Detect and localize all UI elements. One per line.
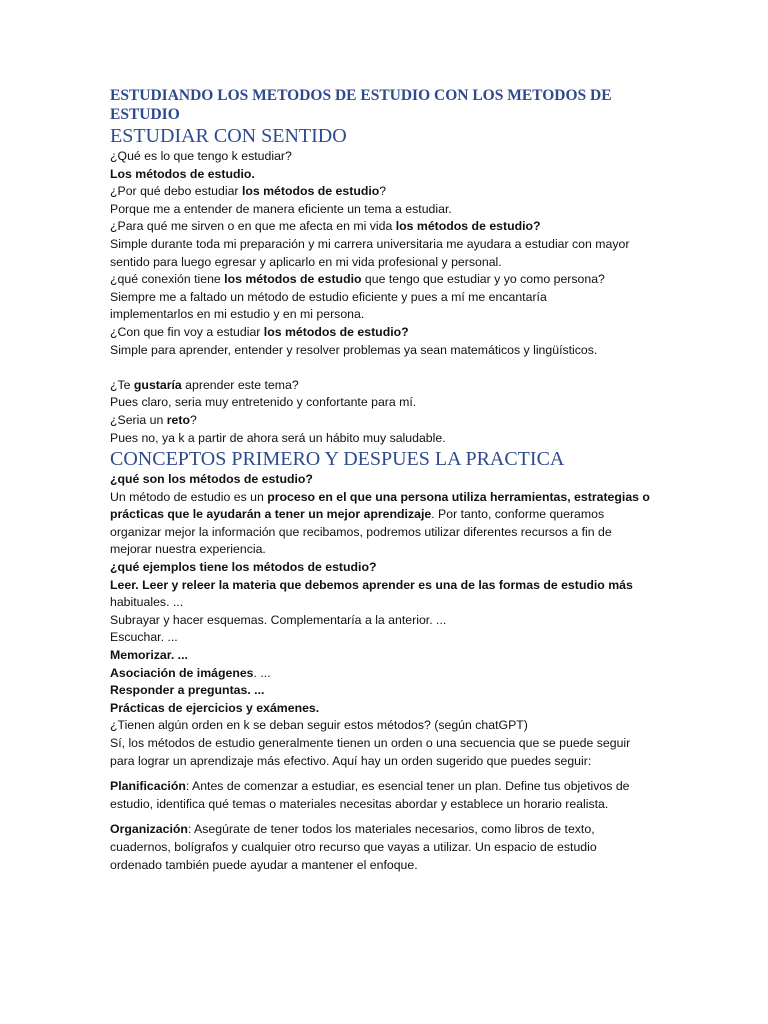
question-text: ? [189, 412, 197, 427]
answer: Los métodos de estudio. [110, 166, 255, 181]
step-text: : Antes de comenzar a estudiar, es esencial tener un plan. Define tus objetivos de [185, 779, 630, 794]
definition-line: organizar mejor la información que recibamos, podremos utilizar diferentes recursos a fin de [110, 524, 612, 539]
question-text: ¿Por qué debo estudiar [110, 184, 242, 199]
question-text: ¿Seria un [110, 412, 167, 427]
question-text: ¿qué conexión tiene [110, 272, 225, 287]
paragraph-spacing [110, 770, 670, 778]
question-text: ¿Para qué me sirven o en que me afecta en mi vida [110, 219, 396, 234]
answer-line: para lograr un aprendizaje más efectivo. Aquí hay un orden sugerido que puedes seguir: [110, 753, 592, 768]
definition-line: mejorar nuestra experiencia. [110, 542, 266, 557]
answer-line: sentido para luego egresar y aplicarlo en mi vida profesional y personal. [110, 254, 502, 269]
question: ¿Tienen algún orden en k se deban seguir estos métodos? (según chatGPT) [110, 718, 528, 733]
question: ¿qué son los métodos de estudio? [110, 472, 313, 487]
step-text-line: ordenado también puede ayudar a mantener el enfoque. [110, 857, 418, 872]
answer: Porque me a entender de manera eficiente un tema a estudiar. [110, 201, 452, 216]
example-item: Subrayar y hacer esquemas. Complementaría a la anterior. ... [110, 612, 447, 627]
definition-line [110, 489, 670, 507]
question-text: ? [379, 184, 387, 199]
example-item: Prácticas de ejercicios y exámenes. [110, 700, 320, 715]
step-label: Planificación [110, 779, 186, 794]
emphasis-text: gustaría [133, 377, 182, 392]
question: ¿Qué es lo que tengo k estudiar? [110, 149, 292, 163]
example-item [110, 665, 670, 683]
step-text-line: estudio, identifica qué temas o materiales necesitas abordar y establece un horario realista. [110, 796, 609, 811]
answer-line: implementarlos en mi estudio y en mi persona. [110, 307, 365, 322]
question-text: que tengo que estudiar y yo como persona? [361, 272, 605, 287]
question [110, 377, 670, 395]
section-heading-conceptos: CONCEPTOS PRIMERO Y DESPUES LA PRACTICA [110, 448, 565, 471]
document-page [110, 86, 670, 874]
question [110, 412, 670, 430]
paragraph-spacing [110, 813, 670, 821]
definition-line [110, 506, 670, 524]
answer: Pues no, ya k a partir de ahora será un hábito muy saludable. [110, 430, 446, 445]
answer-line: Simple durante toda mi preparación y mi carrera universitaria me ayudara a estudiar con mayor [110, 236, 630, 251]
definition-text: . Por tanto, conforme queramos [431, 507, 605, 522]
emphasis-text: los métodos de estudio [224, 272, 362, 287]
answer-line: Siempre me a faltado un método de estudio eficiente y pues a mí me encantaría [110, 289, 547, 304]
question [110, 218, 670, 236]
answer: Pues claro, seria muy entretenido y confortante para mí. [110, 395, 417, 410]
step-planificacion [110, 778, 670, 796]
step-text: : Asegúrate de tener todos los materiales necesarios, como libros de texto, [187, 822, 595, 837]
step-label: Organización [110, 822, 188, 837]
emphasis-text: prácticas que le ayudarán a tener un mejor aprendizaje [110, 507, 432, 522]
definition-text: Un método de estudio es un [110, 489, 268, 504]
example-text: . ... [253, 665, 271, 680]
example-item: habituales. ... [110, 595, 184, 610]
example-item: Responder a preguntas. ... [110, 683, 265, 698]
answer-line: Sí, los métodos de estudio generalmente tienen un orden o una secuencia que se puede seguir [110, 736, 631, 750]
blank-line [110, 359, 670, 377]
step-organizacion [110, 821, 670, 839]
emphasis-text: reto [166, 412, 190, 427]
example-item: Memorizar. ... [110, 648, 188, 663]
example-item: Leer. Leer y releer la materia que debemos aprender es una de las formas de estudio más [110, 577, 633, 592]
emphasis-text: los métodos de estudio? [263, 324, 409, 339]
question-text: aprender este tema? [181, 377, 299, 392]
question-text: ¿Te [110, 377, 134, 392]
question: ¿qué ejemplos tiene los métodos de estudio? [110, 560, 377, 575]
emphasis-text: proceso en el que una persona utiliza herramientas, estrategias o [267, 489, 650, 504]
document-title: ESTUDIANDO LOS METODOS DE ESTUDIO CON LOS METODOS DE ESTUDIO [110, 87, 612, 123]
emphasis-text: Asociación de imágenes [110, 665, 254, 680]
emphasis-text: los métodos de estudio [241, 184, 380, 199]
question [110, 183, 670, 201]
question-text: ¿Con que fin voy a estudiar [110, 324, 264, 339]
question [110, 324, 670, 342]
example-item: Escuchar. ... [110, 630, 178, 645]
emphasis-text: los métodos de estudio? [395, 219, 541, 234]
section-heading-estudiar: ESTUDIAR CON SENTIDO [110, 125, 347, 147]
question [110, 271, 670, 289]
step-text-line: cuadernos, bolígrafos y cualquier otro recurso que vayas a utilizar. Un espacio de estudio [110, 839, 597, 854]
answer: Simple para aprender, entender y resolver problemas ya sean matemáticos y lingüísticos. [110, 342, 598, 357]
